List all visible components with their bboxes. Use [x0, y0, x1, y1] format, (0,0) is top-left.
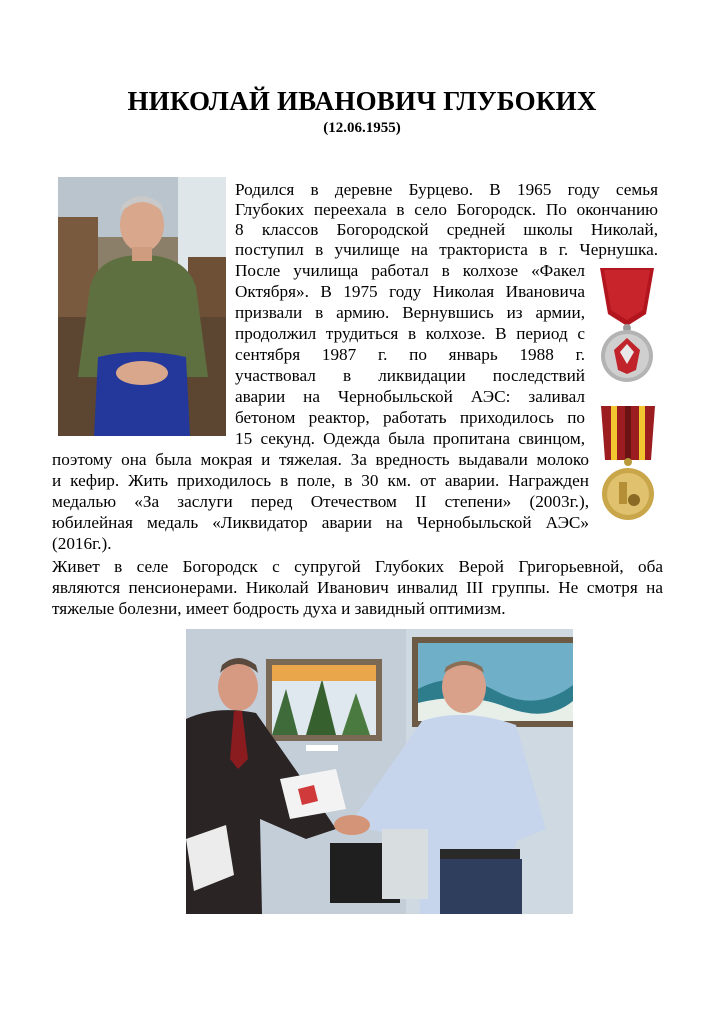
- family-line: тяжелые болезни, имеет бодрость духа и завидный оптимизм.: [52, 599, 506, 618]
- portrait-photo: [58, 177, 226, 436]
- bio-line: юбилейная медаль «Ликвидатор аварии на Чернобыльской АЭС»: [52, 513, 589, 532]
- bio-line: и кефир. Жить приходилось в поле, в 30 км. от аварии. Награжден: [52, 471, 589, 490]
- bio-line: 15 секунд. Одежда была пропитана свинцом,: [235, 429, 585, 448]
- bio-line: сентября 1987 г. по январь 1988 г.: [235, 345, 585, 364]
- bio-line: призвали в армию. Вернувшись из армии,: [235, 303, 585, 322]
- bio-line: поступил в училище на тракториста в г. Чернушка.: [235, 240, 658, 259]
- bio-line: Родился в деревне Бурцево. В 1965 году семья: [235, 180, 658, 199]
- birth-date: (12.06.1955): [323, 120, 401, 136]
- award-ceremony-photo: [186, 629, 573, 914]
- page-title: НИКОЛАЙ ИВАНОВИЧ ГЛУБОКИХ: [127, 86, 597, 116]
- bio-line: участвовал в ликвидации последствий: [235, 366, 585, 385]
- bio-line: медалью «За заслуги перед Отечеством II степени» (2003г.),: [52, 492, 589, 511]
- bio-line: После училища работал в колхозе «Факел: [235, 261, 585, 280]
- medal-chernobyl: [597, 402, 659, 524]
- bio-line: (2016г.).: [52, 534, 112, 553]
- family-line: Живет в селе Богородск с супругой Глубоких Верой Григорьевной, оба: [52, 557, 663, 576]
- medal-fatherland: [596, 264, 658, 384]
- bio-line: Октября». В 1975 году Николая Ивановича: [235, 282, 585, 301]
- bio-line: поэтому она была мокрая и тяжелая. За вредность выдавали молоко: [52, 450, 589, 469]
- bio-line: продолжил трудиться в колхозе. В период с: [235, 324, 585, 343]
- family-line: являются пенсионерами. Николай Иванович инвалид III группы. Не смотря на: [52, 578, 663, 597]
- bio-line: Глубоких переехала в село Богородск. По окончанию: [235, 200, 658, 219]
- bio-line: аварии на Чернобыльской АЭС: заливал: [235, 387, 585, 406]
- bio-line: 8 классов Богородской средней школы Николай,: [235, 220, 658, 239]
- bio-line: бетоном реактор, работать приходилось по: [235, 408, 585, 427]
